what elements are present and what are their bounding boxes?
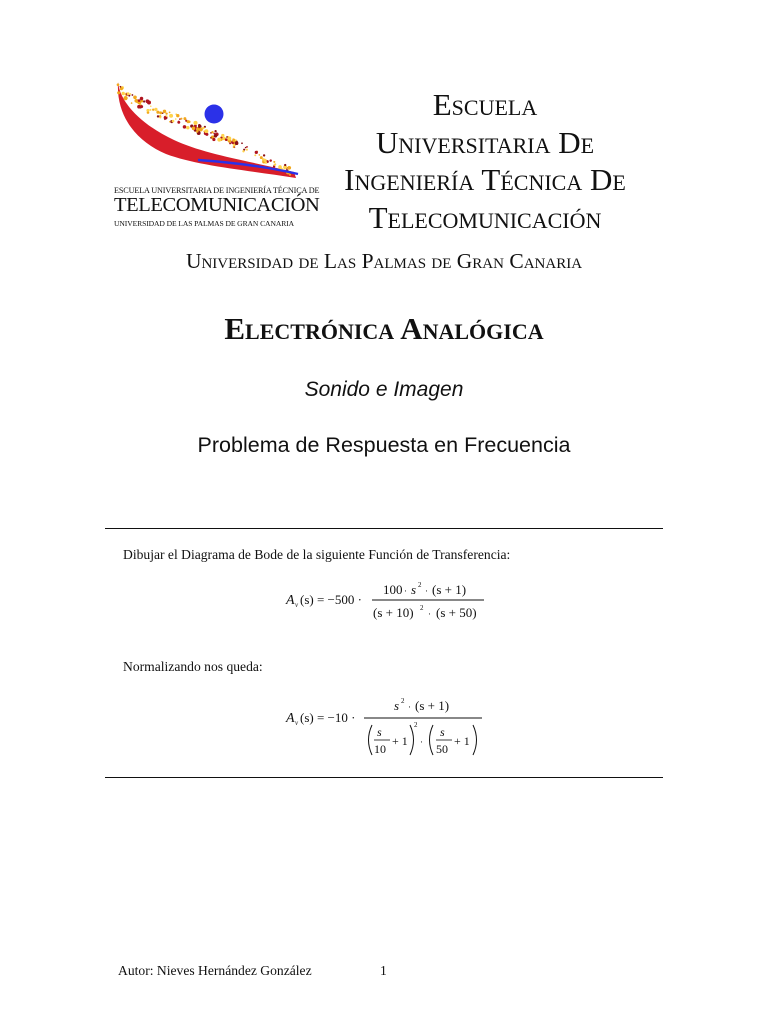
footer-author: Autor: Nieves Hernández González: [118, 963, 312, 978]
school-title-line: Ingeniería Técnica De: [344, 162, 626, 197]
formula-sub-num: s: [440, 725, 445, 739]
logo-speckle: [163, 110, 166, 113]
logo-text-top: ESCUELA UNIVERSITARIA DE INGENIERÍA TÉCNICA DE: [114, 186, 320, 195]
logo-speckle: [146, 99, 150, 103]
transfer-function-formula: [280, 575, 500, 627]
school-title-line: Escuela: [432, 87, 538, 122]
logo-speckle: [186, 126, 189, 129]
page-number: 1: [380, 963, 387, 978]
normalizing-text: Normalizando nos queda:: [123, 659, 263, 674]
logo-speckle: [131, 102, 133, 104]
logo-speckle: [199, 128, 202, 131]
logo-speckle: [229, 142, 231, 144]
logo-speckle: [232, 138, 233, 139]
logo-speckle: [133, 95, 137, 99]
logo-speckle: [169, 112, 171, 114]
logo-speckle: [245, 147, 246, 148]
formula-sub-den: 10: [374, 742, 386, 756]
logo-speckle: [242, 150, 244, 152]
logo-speckle: [210, 137, 212, 139]
logo-speckle: [196, 130, 199, 133]
logo-speckle: [284, 164, 286, 166]
logo-speckle: [254, 154, 256, 156]
formula-dot: ·: [408, 702, 411, 712]
formula-den-term-1: (s + 10): [373, 605, 414, 620]
formula-num-paren: (s + 1): [415, 698, 450, 713]
logo-speckle: [169, 121, 170, 122]
logo-speckle: [161, 112, 163, 114]
formula-plus-one: + 1: [454, 734, 470, 748]
formula-den-term-2: (s + 50): [436, 605, 477, 620]
logo-speckle: [164, 119, 165, 120]
logo-speckle: [211, 131, 213, 133]
logo-speckle: [274, 164, 276, 166]
logo-speckle: [233, 146, 235, 148]
logo-speckle: [195, 127, 196, 128]
instruction-text: Dibujar el Diagrama de Bode de la siguiente Función de Transferencia:: [123, 547, 511, 562]
logo-speckle: [120, 86, 122, 88]
logo-speckle: [214, 130, 216, 132]
logo-speckle: [149, 109, 151, 111]
subject-title: Electrónica Analógica: [224, 311, 544, 346]
logo-speckle: [140, 97, 144, 101]
logo-speckle: [154, 108, 157, 111]
formula-dot: ·: [404, 586, 407, 596]
logo-speckle: [183, 117, 186, 120]
logo-speckle: [212, 138, 215, 141]
formula-paren-left: [430, 725, 434, 755]
formula-lhs-symbol: A: [286, 711, 295, 726]
formula-num-s: s: [411, 582, 417, 597]
logo-speckle: [278, 165, 282, 169]
logo-speckle: [263, 154, 265, 156]
divider-bottom: [105, 777, 663, 778]
logo-speckle: [117, 83, 120, 86]
logo-speckle: [134, 99, 138, 103]
logo-speckle: [157, 115, 159, 117]
logo-speckle: [117, 91, 120, 94]
logo-speckle: [175, 118, 177, 120]
logo-speckle: [183, 125, 187, 129]
logo-blue-dot: [205, 105, 224, 124]
logo-speckle: [258, 154, 260, 156]
logo-speckle: [166, 115, 168, 117]
logo-speckle: [273, 161, 275, 163]
logo-speckle: [187, 120, 190, 123]
school-title: [310, 86, 660, 236]
logo-speckle: [159, 116, 161, 118]
formula-paren-right: [410, 725, 414, 755]
logo-speckle: [180, 118, 182, 120]
logo-speckle: [202, 127, 205, 130]
logo-speckle: [176, 114, 179, 117]
logo-speckle: [235, 141, 239, 145]
formula-den-exp: 2: [420, 604, 424, 612]
logo-speckle: [150, 105, 151, 106]
formula-lhs-arg: (s) = −10 ·: [300, 710, 356, 725]
logo-speckle: [235, 139, 237, 141]
logo-speckle: [287, 166, 291, 170]
formula-num-coef: 100: [383, 582, 403, 597]
logo-speckle: [217, 138, 221, 142]
logo-speckle: [265, 161, 268, 164]
logo-speckle: [260, 156, 263, 159]
formula-dot: ·: [425, 586, 428, 596]
school-title-line: Universitaria De: [375, 124, 595, 160]
logo-speckle: [289, 174, 291, 176]
formula-paren-left: [369, 725, 373, 755]
formula-num-exp: 2: [418, 581, 422, 589]
formula-den-exp: 2: [414, 721, 418, 729]
logo-speckle: [246, 149, 248, 151]
logo-speckle: [246, 146, 248, 148]
logo-speckle: [241, 142, 243, 144]
logo-speckle: [192, 127, 196, 131]
university-name: Universidad de Las Palmas de Gran Canaria: [185, 249, 583, 273]
normalized-formula: [280, 692, 500, 764]
logo-speckle: [137, 105, 141, 109]
formula-dot: ·: [428, 609, 431, 619]
formula-dot: ·: [420, 737, 423, 747]
logo-speckle: [221, 134, 224, 137]
logo-speckle: [122, 92, 125, 95]
logo-speckle: [146, 109, 149, 112]
school-title-line: Telecomunicación: [368, 199, 602, 235]
logo-speckle: [214, 134, 218, 138]
formula-sub-den: 50: [436, 742, 448, 756]
logo-speckle: [225, 138, 228, 141]
logo-speckle: [255, 151, 258, 154]
formula-num-paren: (s + 1): [432, 582, 467, 597]
formula-paren-right: [473, 725, 477, 755]
problem-title: Problema de Respuesta en Frecuencia: [197, 433, 571, 457]
logo-speckle: [124, 96, 128, 100]
logo-speckle: [143, 100, 145, 102]
logo-speckle: [205, 133, 208, 136]
logo-speckle: [138, 99, 141, 102]
divider-top: [105, 528, 663, 529]
logo-speckle: [152, 109, 154, 111]
formula-num-exp: 2: [401, 697, 405, 705]
logo-speckle: [156, 111, 159, 114]
logo-speckle: [165, 112, 167, 114]
logo-speckle: [169, 114, 173, 118]
formula-lhs-sub: v: [295, 719, 299, 727]
logo-speckle: [204, 129, 208, 133]
logo-text-bottom: UNIVERSIDAD DE LAS PALMAS DE GRAN CANARIA: [114, 219, 294, 228]
formula-lhs-sub: v: [295, 601, 299, 609]
logo-speckle: [128, 95, 130, 97]
logo-speckle: [269, 159, 271, 161]
formula-lhs-arg: (s) = −500 ·: [300, 592, 362, 607]
logo-speckle: [177, 121, 180, 124]
degree-name: Sonido e Imagen: [304, 378, 464, 401]
logo-text-main: TELECOMUNICACIÓN: [114, 194, 320, 216]
logo-speckle: [193, 121, 197, 125]
formula-lhs-symbol: A: [286, 593, 295, 608]
formula-plus-one: + 1: [392, 734, 408, 748]
logo-graphic: [108, 70, 308, 188]
logo-speckle: [130, 93, 132, 95]
formula-sub-num: s: [377, 725, 382, 739]
logo-speckle: [127, 92, 130, 95]
logo-speckle: [227, 137, 231, 141]
formula-num-s: s: [394, 698, 400, 713]
school-logo: [108, 70, 320, 235]
logo-speckle: [131, 94, 133, 96]
logo-speckle: [172, 120, 175, 123]
